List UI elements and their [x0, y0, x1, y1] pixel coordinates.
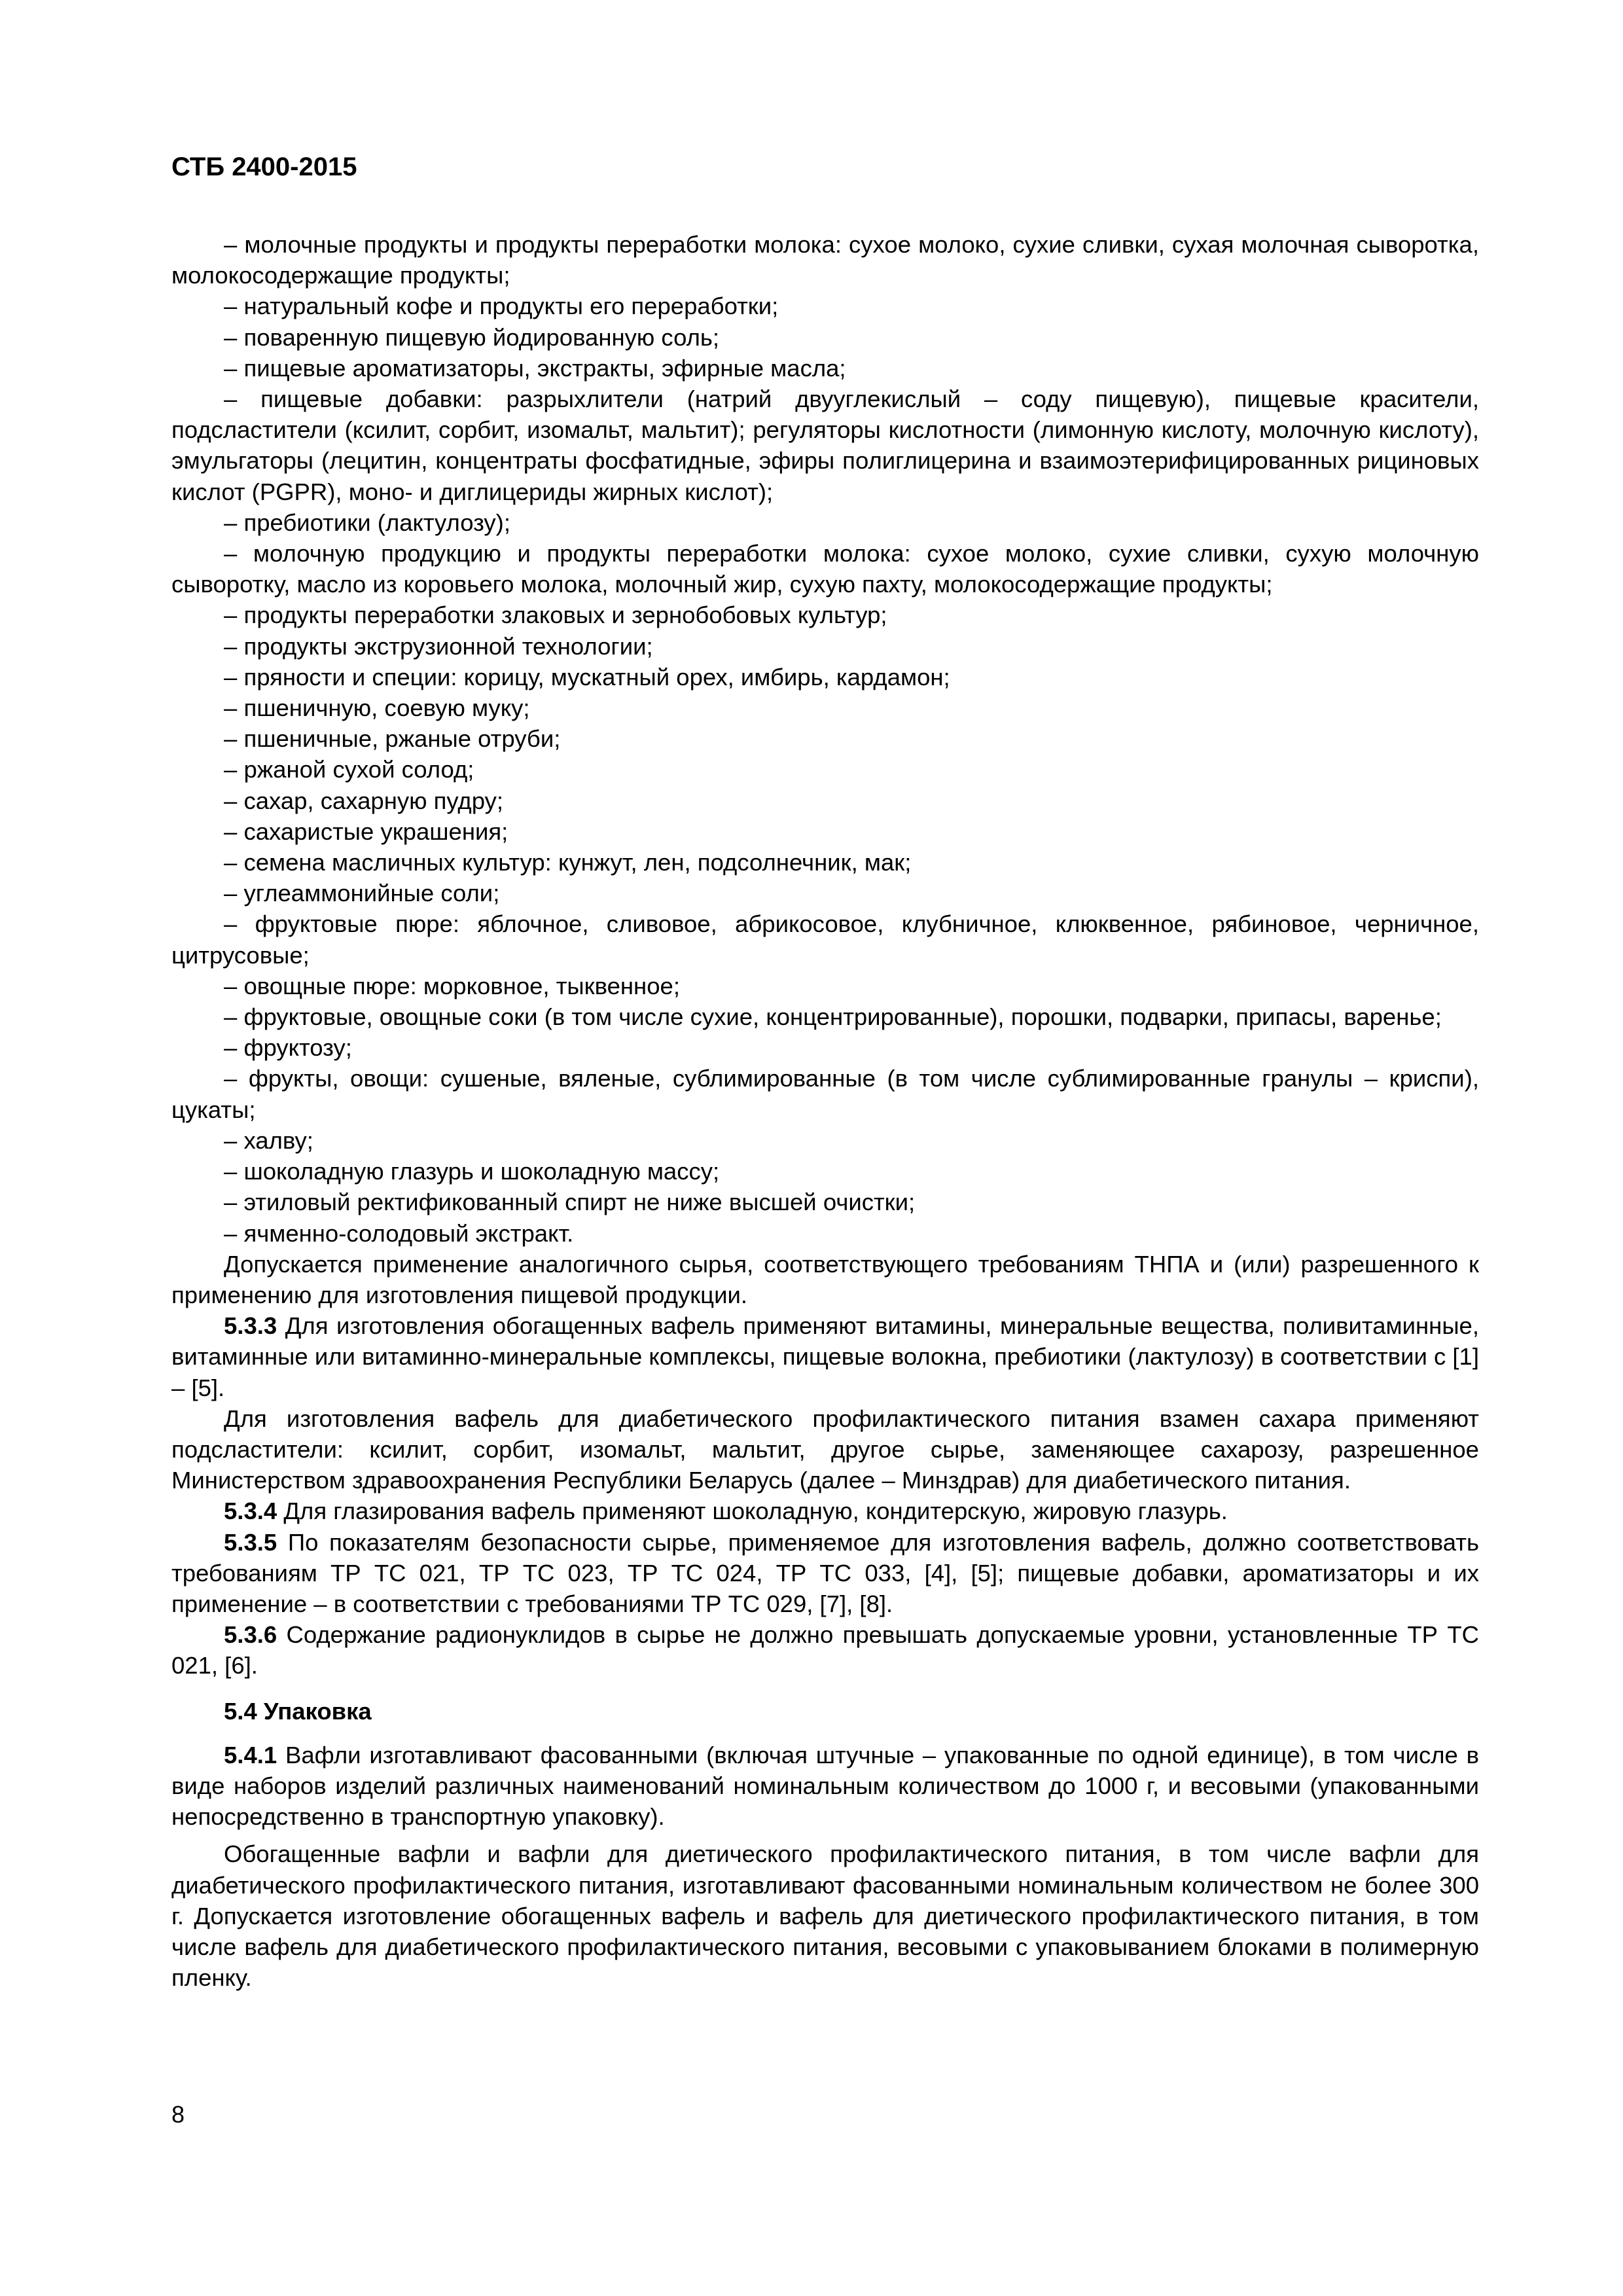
list-item: – молочную продукцию и продукты переработки молока: сухое молоко, сухие сливки, сухую молочную сыворотку, масло из коровьего молока, молочный жир, сухую пахту, молокосодержащие продукты;	[171, 540, 1479, 598]
list-item: – пищевые добавки: разрыхлители (натрий двууглекислый – соду пищевую), пищевые красители, подсластители (ксилит, сорбит, изомальт, мальтит); регуляторы кислотности (лимонную кислоту, молочную кислоту), эмульгаторы (лецитин, концентраты фосфатидные, эфиры полиглицерина и взаимоэтерифицированных рициновых кислот (PGPR), моно- и диглицериды жирных кислот);	[171, 386, 1479, 505]
paragraph: Для изготовления вафель для диабетического профилактического питания взамен сахара применяют подсластители: ксилит, сорбит, изомальт, мальтит, другое сырье, заменяющее сахарозу, разрешенное Министерством здравоохранения Республики Беларусь (далее – Минздрав) для диабетического питания.	[171, 1405, 1479, 1494]
list-item: – сахар, сахарную пудру;	[224, 787, 504, 814]
clause-number: 5.3.3	[224, 1312, 277, 1340]
list-item: – молочные продукты и продукты переработки молока: сухое молоко, сухие сливки, сухая молочная сыворотка, молокосодержащие продукты;	[171, 231, 1479, 289]
document-body	[171, 229, 1479, 1993]
paragraph: Допускается применение аналогичного сырья, соответствующего требованиям ТНПА и (или) разрешенного к применению для изготовления пищевой продукции.	[171, 1250, 1479, 1308]
clause-5-3-3	[171, 1310, 1479, 1403]
list-item: – фрукты, овощи: сушеные, вяленые, сублимированные (в том числе сублимированные гранулы – криспи), цукаты;	[171, 1065, 1479, 1123]
paragraph: Обогащенные вафли и вафли для диетического профилактического питания, в том числе вафли для диабетического профилактического питания, изготавливают фасованными номинальным количеством не более 300 г. Допускается изготовление обогащенных вафель и вафель для диетического профилактического питания, в том числе вафель для диабетического профилактического питания, весовыми с упаковыванием блоками в полимерную пленку.	[171, 1840, 1479, 1992]
list-item: – пребиотики (лактулозу);	[224, 509, 510, 536]
clause-text: Для глазирования вафель применяют шоколадную, кондитерскую, жировую глазурь.	[277, 1498, 1228, 1525]
clause-5-3-6	[171, 1619, 1479, 1681]
list-item: – фруктозу;	[224, 1034, 352, 1062]
section-title: 5.4 Упаковка	[224, 1697, 372, 1725]
list-item: – пшеничные, ржаные отруби;	[224, 725, 561, 753]
list-item: – поваренную пищевую йодированную соль;	[224, 323, 720, 351]
clause-5-4-1	[171, 1740, 1479, 1833]
list-item: – пшеничную, соевую муку;	[224, 694, 530, 722]
list-item: – натуральный кофе и продукты его переработки;	[224, 293, 779, 320]
clause-5-3-5	[171, 1527, 1479, 1620]
list-item: – пищевые ароматизаторы, экстракты, эфирные масла;	[224, 354, 846, 382]
list-item: – ячменно-солодовый экстракт.	[224, 1219, 574, 1247]
clause-text: Для изготовления обогащенных вафель применяют витамины, минеральные вещества, поливитаминные, витаминные или витаминно-минеральные комплексы, пищевые волокна, пребиотики (лактулозу) в соответствии с [1] – [5].	[171, 1312, 1479, 1401]
clause-number: 5.3.4	[224, 1498, 277, 1525]
clause-text: Вафли изготавливают фасованными (включая штучные – упакованные по одной единице), в том числе в виде наборов изделий различных наименований номинальным количеством до 1000 г, и весовыми (упакованными непосредственно в транспортную упаковку).	[171, 1741, 1479, 1831]
list-item: – фруктовые пюре: яблочное, сливовое, абрикосовое, клубничное, клюквенное, рябиновое, черничное, цитрусовые;	[171, 910, 1479, 969]
clause-text: Содержание радионуклидов в сырье не должно превышать допускаемые уровни, установленные ТР ТС 021, [6].	[171, 1621, 1479, 1679]
clause-5-3-4	[171, 1496, 1479, 1526]
list-item: – халву;	[224, 1126, 313, 1154]
list-item: – шоколадную глазурь и шоколадную массу;	[224, 1158, 720, 1185]
clause-number: 5.4.1	[224, 1741, 277, 1768]
list-item: – углеаммонийные соли;	[224, 880, 500, 907]
page-number: 8	[171, 2101, 185, 2128]
list-item: – этиловый ректификованный спирт не ниже высшей очистки;	[224, 1189, 916, 1216]
list-item: – овощные пюре: морковное, тыквенное;	[224, 972, 680, 999]
list-item: – сахаристые украшения;	[224, 817, 508, 845]
list-item: – семена масличных культур: кунжут, лен, подсолнечник, мак;	[224, 849, 912, 876]
list-item: – пряности и специи: корицу, мускатный орех, имбирь, кардамон;	[224, 663, 950, 691]
clause-number: 5.3.5	[224, 1528, 277, 1556]
list-item: – фруктовые, овощные соки (в том числе сухие, концентрированные), порошки, подварки, припасы, варенье;	[224, 1003, 1442, 1031]
clause-text: По показателям безопасности сырье, применяемое для изготовления вафель, должно соответствовать требованиям ТР ТС 021, ТР ТС 023, ТР ТС 024, ТР ТС 033, [4], [5]; пищевые добавки, ароматизаторы и их применение – в соответствии с требованиями ТР ТС 029, [7], [8].	[171, 1528, 1479, 1617]
list-item: – ржаной сухой солод;	[224, 756, 474, 783]
list-item: – продукты экструзионной технологии;	[224, 632, 653, 660]
clause-number: 5.3.6	[224, 1621, 277, 1649]
list-item: – продукты переработки злаковых и зернобобовых культур;	[224, 601, 887, 629]
document-header: СТБ 2400-2015	[171, 152, 357, 181]
